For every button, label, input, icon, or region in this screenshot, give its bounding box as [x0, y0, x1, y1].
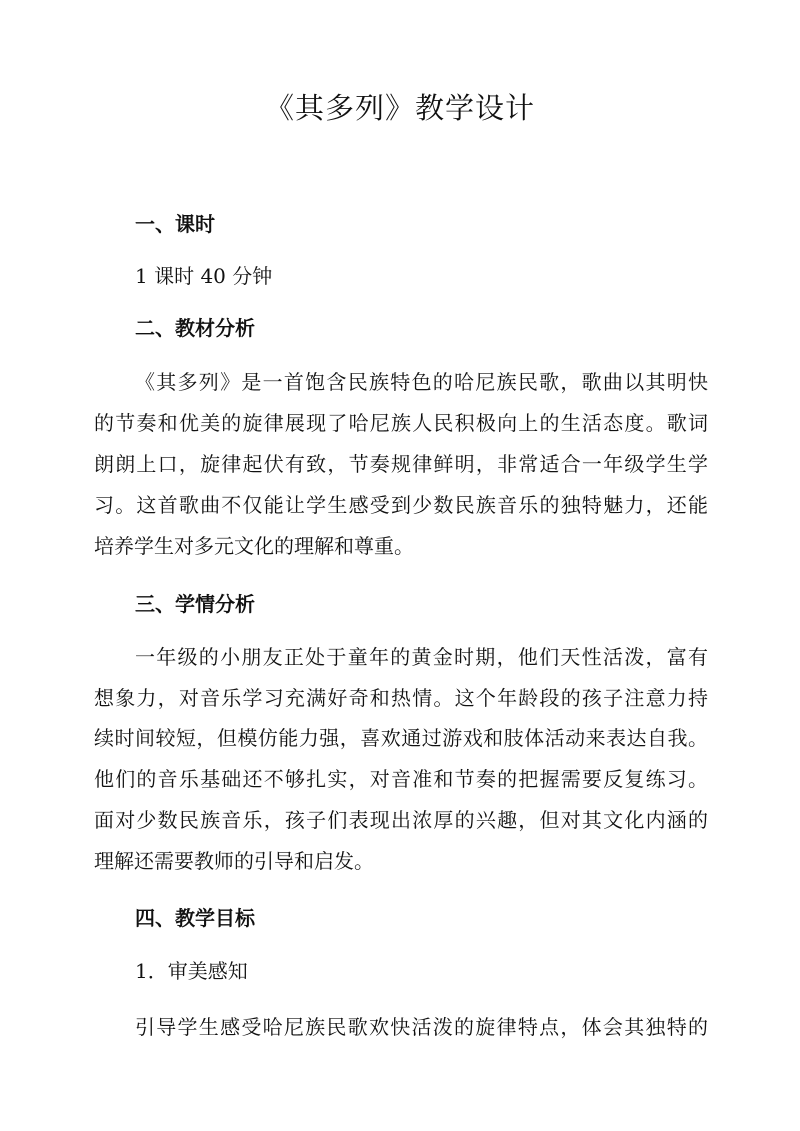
subheading-aesthetic-perception: 1．审美感知 — [135, 959, 248, 983]
section-heading-student-analysis: 三、学情分析 — [135, 592, 255, 616]
section-heading-teaching-goals: 四、教学目标 — [135, 906, 255, 930]
paragraph-line: 习。这首歌曲不仅能让学生感受到少数民族音乐的独特魅力，还能 — [94, 493, 708, 517]
paragraph-line: 一年级的小朋友正处于童年的黄金时期，他们天性活泼，富有 — [135, 645, 708, 669]
class-hours-text: 1 课时 40 分钟 — [135, 264, 273, 288]
paragraph-line: 引导学生感受哈尼族民歌欢快活泼的旋律特点，体会其独特的 — [135, 1015, 708, 1039]
document-title: 《其多列》教学设计 — [264, 91, 535, 125]
paragraph-line: 朗朗上口，旋律起伏有致，节奏规律鲜明，非常适合一年级学生学 — [94, 452, 708, 476]
paragraph-line: 的节奏和优美的旋律展现了哈尼族人民积极向上的生活态度。歌词 — [94, 411, 708, 435]
paragraph-line: 想象力，对音乐学习充满好奇和热情。这个年龄段的孩子注意力持 — [94, 686, 708, 710]
paragraph-line: 理解还需要教师的引导和启发。 — [94, 849, 374, 873]
paragraph-line: 《其多列》是一首饱含民族特色的哈尼族民歌，歌曲以其明快 — [135, 370, 708, 394]
paragraph-line: 面对少数民族音乐，孩子们表现出浓厚的兴趣，但对其文化内涵的 — [94, 808, 708, 832]
paragraph-line: 培养学生对多元文化的理解和尊重。 — [94, 534, 414, 558]
section-heading-class-hours: 一、课时 — [135, 212, 215, 236]
paragraph-line: 续时间较短，但模仿能力强，喜欢通过游戏和肢体活动来表达自我。 — [94, 726, 708, 750]
paragraph-line: 他们的音乐基础还不够扎实，对音准和节奏的把握需要反复练习。 — [94, 767, 708, 791]
section-heading-material-analysis: 二、教材分析 — [135, 316, 255, 340]
